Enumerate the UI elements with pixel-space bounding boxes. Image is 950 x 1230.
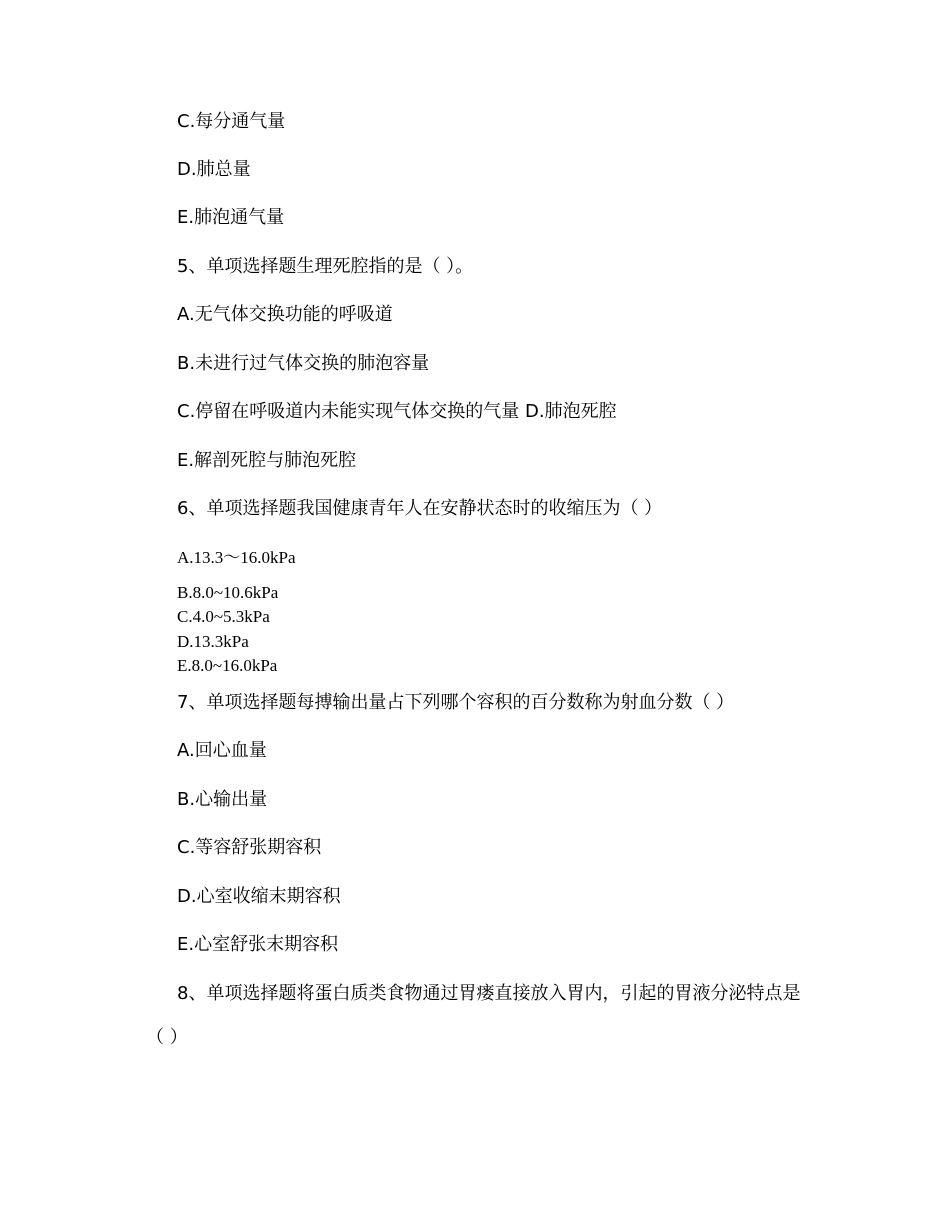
q7-option-a: A.回心血量 — [177, 740, 267, 761]
q6-stem: 6、单项选择题我国健康青年人在安静状态时的收缩压为（ ） — [177, 498, 663, 519]
q7-option-b: B.心输出量 — [177, 789, 268, 810]
q8-stem: 8、单项选择题将蛋白质类食物通过胃瘘直接放入胃内，引起的胃液分泌特点是 — [177, 983, 801, 1004]
q8-stem-continuation: （ ） — [146, 1027, 188, 1048]
q7-option-e: E.心室舒张末期容积 — [177, 934, 339, 955]
q5-option-e: E.解剖死腔与肺泡死腔 — [177, 450, 357, 471]
q5-option-a: A.无气体交换功能的呼吸道 — [177, 304, 393, 325]
q6-option-b: B.8.0~10.6kPa — [177, 583, 279, 602]
q7-option-d: D.心室收缩末期容积 — [177, 886, 341, 907]
q7-stem: 7、单项选择题每搏输出量占下列哪个容积的百分数称为射血分数（ ） — [177, 692, 735, 713]
q5-option-c-d: C.停留在呼吸道内未能实现气体交换的气量 D.肺泡死腔 — [177, 401, 617, 422]
q6-option-e: E.8.0~16.0kPa — [177, 656, 278, 675]
q5-stem: 5、单项选择题生理死腔指的是（ ）。 — [177, 256, 474, 277]
q4-option-e: E.肺泡通气量 — [177, 207, 285, 228]
q5-option-b: B.未进行过气体交换的肺泡容量 — [177, 353, 430, 374]
q6-option-d: D.13.3kPa — [177, 632, 249, 651]
q7-option-c: C.等容舒张期容积 — [177, 837, 322, 858]
q6-option-a: A.13.3～16.0kPa — [177, 548, 296, 567]
q6-option-c: C.4.0~5.3kPa — [177, 607, 270, 626]
q4-option-d: D.肺总量 — [177, 159, 251, 180]
q4-option-c: C.每分通气量 — [177, 111, 286, 132]
